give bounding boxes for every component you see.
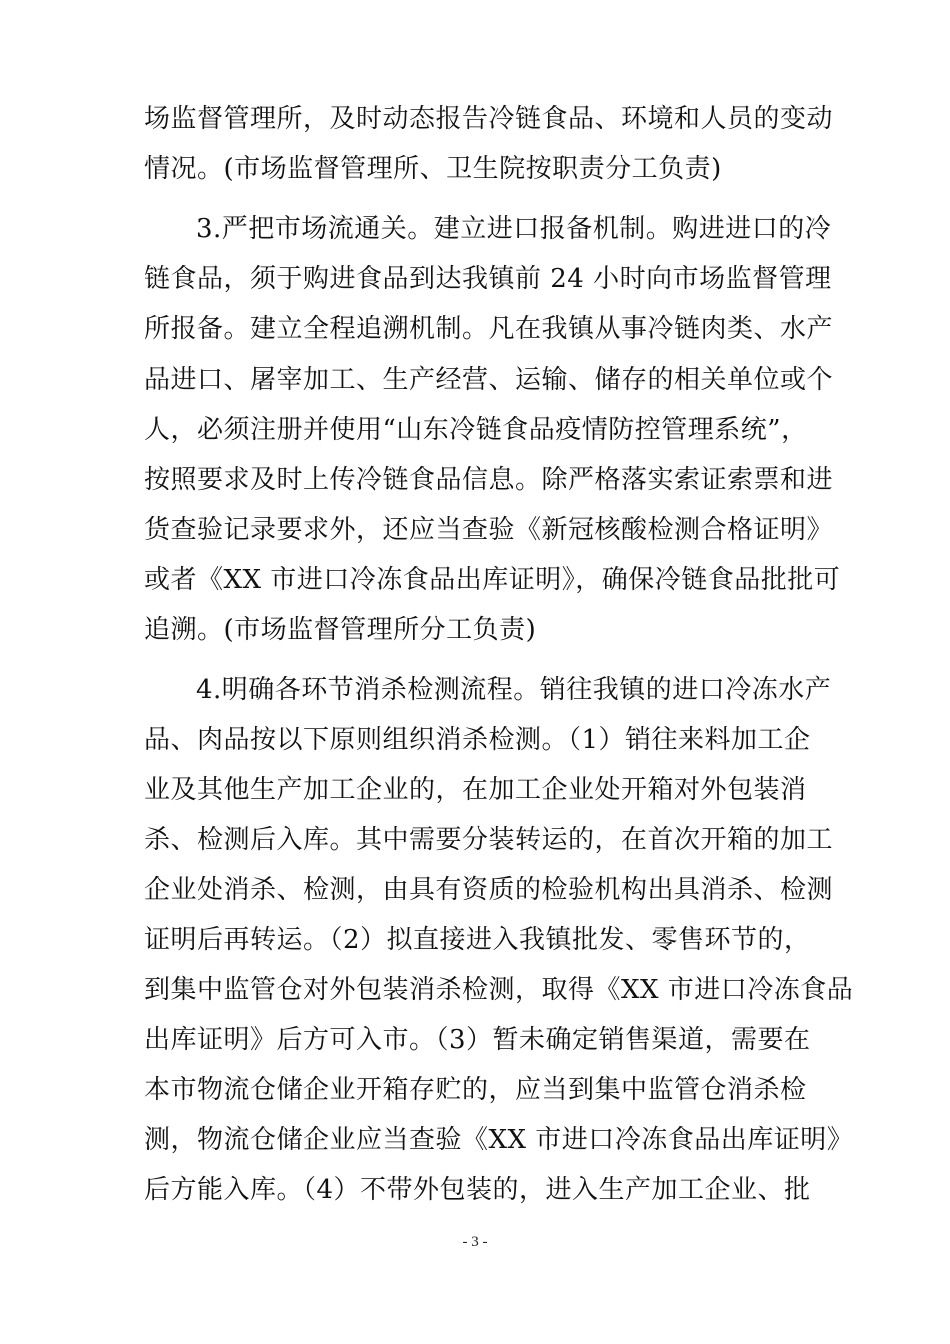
text-line: 链食品，须于购进食品到达我镇前 24 小时向市场监督管理 [144,264,832,294]
text-line: 所报备。建立全程追溯机制。凡在我镇从事冷链肉类、水产 [144,314,834,344]
text-line: 情况。(市场监督管理所、卫生院按职责分工负责) [144,154,722,184]
text-line: 4.明确各环节消杀检测流程。销往我镇的进口冷冻水产 [196,675,832,705]
text-line: 企业处消杀、检测，由具有资质的检验机构出具消杀、检测 [144,875,834,905]
text-line: 本市物流仓储企业开箱存贮的，应当到集中监管仓消杀检 [144,1075,807,1105]
text-line: 人，必须注册并使用“山东冷链食品疫情防控管理系统”， [144,415,808,445]
text-line: 杀、检测后入库。其中需要分装转运的，在首次开箱的加工 [144,825,834,855]
text-line: 到集中监管仓对外包装消杀检测，取得《XX 市进口冷冻食品 [144,975,854,1005]
text-line: 品、肉品按以下原则组织消杀检测。（1）销往来料加工企 [144,725,811,755]
text-line: 出库证明》后方可入市。（3）暂未确定销售渠道，需要在 [144,1025,811,1055]
page-number: - 3 - [462,1234,488,1250]
text-line: 货查验记录要求外，还应当查验《新冠核酸检测合格证明》 [144,515,834,545]
text-line: 按照要求及时上传冷链食品信息。除严格落实索证索票和进 [144,465,834,495]
text-line: 业及其他生产加工企业的，在加工企业处开箱对外包装消 [144,775,807,805]
text-line: 品进口、屠宰加工、生产经营、运输、储存的相关单位或个 [144,365,834,395]
text-line: 测，物流仓储企业应当查验《XX 市进口冷冻食品出库证明》 [144,1125,854,1155]
text-line: 后方能入库。（4）不带外包装的，进入生产加工企业、批 [144,1175,811,1205]
text-line: 或者《XX 市进口冷冻食品出库证明》，确保冷链食品批批可 [144,565,841,595]
text-line: 证明后再转运。（2）拟直接进入我镇批发、零售环节的， [144,925,811,955]
text-line: 3.严把市场流通关。建立进口报备机制。购进进口的冷 [196,214,832,244]
text-line: 追溯。(市场监督管理所分工负责) [144,615,537,645]
text-line: 场监督管理所，及时动态报告冷链食品、环境和人员的变动 [144,104,834,134]
